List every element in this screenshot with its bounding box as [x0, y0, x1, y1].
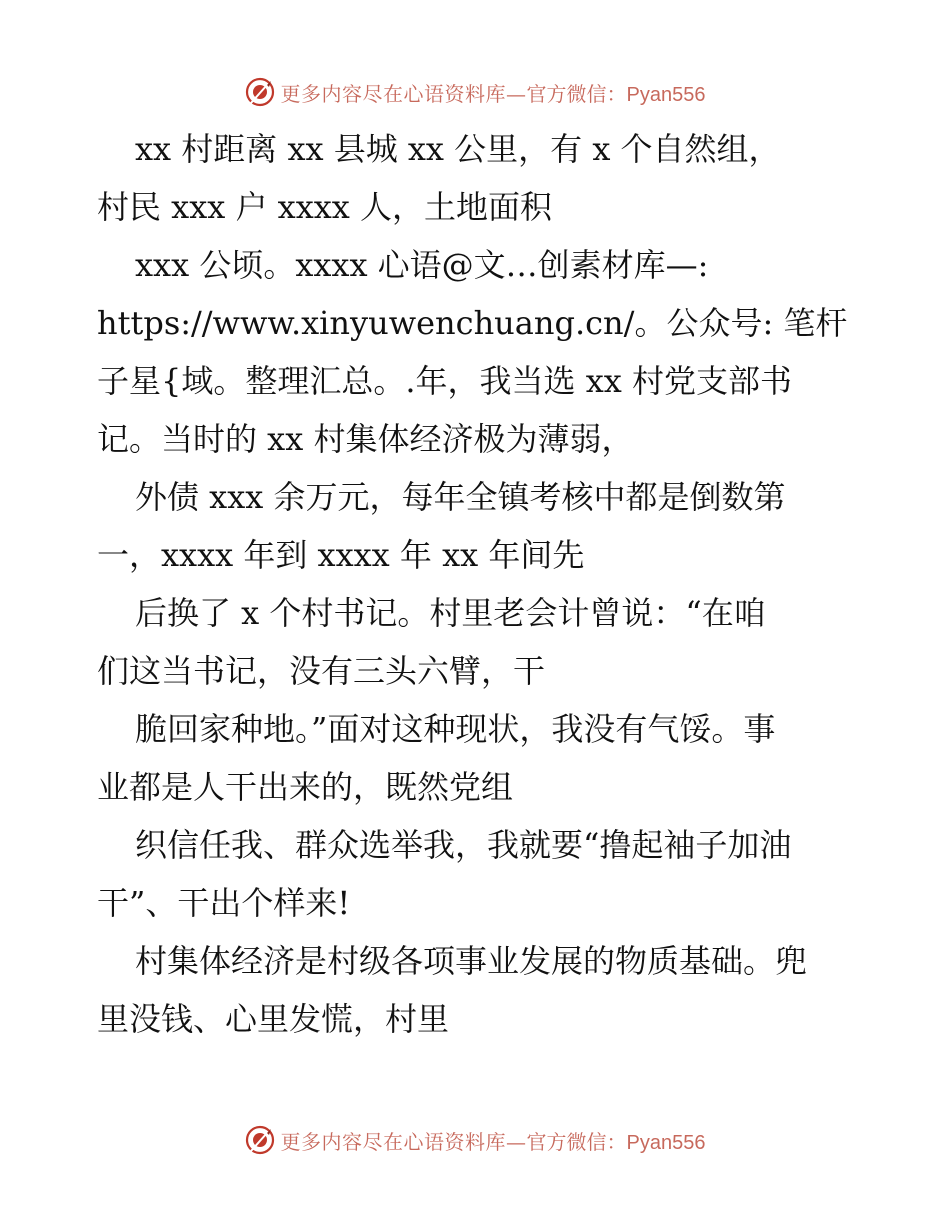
body-line: 村集体经济是村级各项事业发展的物质基础。兜 [135, 942, 808, 980]
footer-banner [0, 1118, 950, 1162]
document-body [97, 120, 857, 1048]
body-line: 后换了 x 个村书记。村里老会计曾说：“在咱 [135, 594, 766, 632]
body-line: 干”、干出个样来! [97, 884, 351, 922]
body-line: https://www.xinyuwenchuang.cn/。公众号: 笔杆 [97, 304, 848, 342]
quill-logo-icon [245, 1125, 275, 1155]
quill-logo-icon [245, 77, 275, 107]
body-line: 织信任我、群众选举我，我就要“撸起袖子加油 [135, 826, 792, 864]
footer-brand-text: 更多内容尽在心语资料库— [280, 1129, 527, 1154]
body-line: 们这当书记，没有三头六臂，干 [97, 652, 546, 690]
footer-contact-text: 官方微信：Pyan556 [526, 1131, 706, 1154]
body-line: 外债 xxx 余万元，每年全镇考核中都是倒数第 [135, 478, 786, 516]
body-line: 村民 xxx 户 xxxx 人，土地面积 [97, 188, 553, 226]
body-line: 子星{域。整理汇总。.年，我当选 xx 村党支部书 [97, 362, 792, 400]
body-line: xx 村距离 xx 县城 xx 公里，有 x 个自然组， [135, 130, 781, 168]
body-line: 业都是人干出来的，既然党组 [97, 768, 514, 806]
body-line: 脆回家种地。”面对这种现状，我没有气馁。事 [135, 710, 776, 748]
body-line: xxx 公顷。xxxx 心语@文…创素材库—: [135, 246, 709, 284]
body-line: 一，xxxx 年到 xxxx 年 xx 年间先 [97, 536, 585, 574]
body-line: 里没钱、心里发慌，村里 [97, 1000, 450, 1038]
header-banner [0, 70, 950, 114]
body-line: 记。当时的 xx 村集体经济极为薄弱， [97, 420, 634, 458]
header-brand-text: 更多内容尽在心语资料库— [280, 81, 527, 106]
header-contact-text: 官方微信：Pyan556 [526, 83, 706, 106]
